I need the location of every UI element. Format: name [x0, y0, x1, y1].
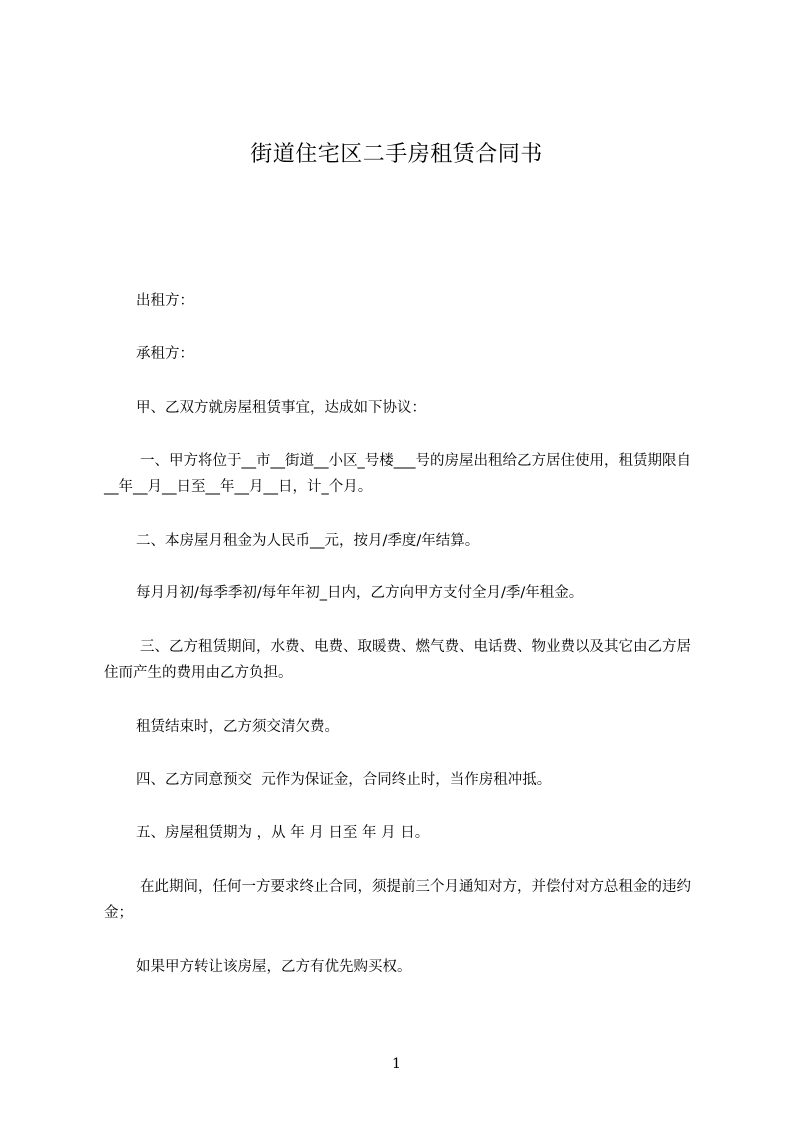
clause-five: 五、房屋租赁期为 ，从 年 月 日至 年 月 日。: [136, 825, 430, 841]
lessee-line: 承租方：: [136, 346, 194, 362]
clause-two: 二、本房屋月租金为人民币__元，按月/季度/年结算。: [136, 533, 480, 549]
lessor-line: 出租方：: [136, 293, 194, 309]
termination-note: 在此期间，任何一方要求终止合同，须提前三个月通知对方，并偿付对方总租金的违约金；: [104, 879, 691, 921]
page-number: 1: [392, 1056, 401, 1072]
payment-schedule: 每月月初/每季季初/每年年初_日内，乙方向甲方支付全月/季/年租金。: [136, 585, 584, 601]
agreement-intro: 甲、乙双方就房屋租赁事宜，达成如下协议：: [136, 400, 426, 416]
clause-four: 四、乙方同意预交 元作为保证金，合同终止时，当作房租冲抵。: [136, 772, 552, 788]
clause-one: 一、甲方将位于__市__街道__小区_号楼___号的房屋出租给乙方居住使用，租赁期限自__年__月__日至__年__月__日，计_个月。: [104, 453, 691, 495]
clause-three: 三、乙方租赁期间，水费、电费、取暖费、燃气费、电话费、物业费以及其它由乙方居住而产生的费用由乙方负担。: [104, 639, 691, 681]
preemption-note: 如果甲方转让该房屋，乙方有优先购买权。: [136, 959, 412, 975]
settlement-note: 租赁结束时，乙方须交清欠费。: [136, 719, 339, 735]
document-title: 街道住宅区二手房租赁合同书: [250, 142, 543, 167]
